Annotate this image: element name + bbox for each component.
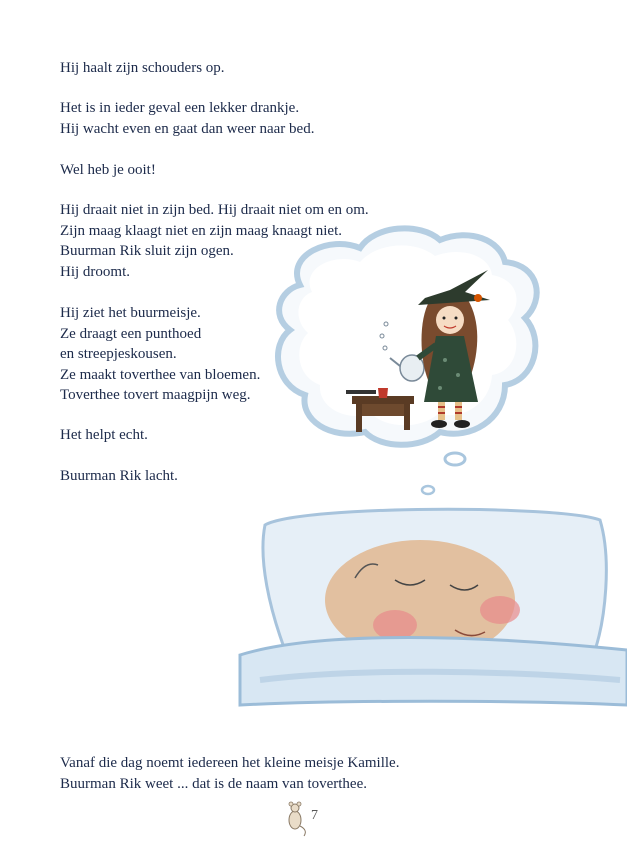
text-line: Wel heb je ooit! <box>60 162 156 178</box>
paragraph-4 <box>60 200 369 282</box>
text-line: Zijn maag klaagt niet en zijn maag knaagt niet. <box>60 222 342 239</box>
text-line: Buurman Rik lacht. <box>60 468 178 484</box>
text-line: Buurman Rik weet ... dat is de naam van toverthee. <box>60 775 367 792</box>
page-number: 7 <box>311 808 318 823</box>
text-line: Hij droomt. <box>60 263 130 280</box>
paragraph-8 <box>60 753 399 794</box>
text-line: Het is in ieder geval een lekker drankje. <box>60 100 300 116</box>
text-line: Vanaf die dag noemt iedereen het kleine meisje Kamille. <box>60 755 400 771</box>
text-line: en streepjeskousen. <box>60 346 177 362</box>
sleeping-man-illustration <box>240 509 627 705</box>
text-line: Hij draait niet in zijn bed. Hij draait niet om en om. <box>60 202 369 218</box>
paragraph-7 <box>60 466 178 487</box>
text-line: Buurman Rik sluit zijn ogen. <box>60 243 234 259</box>
paragraph-1 <box>60 58 225 79</box>
text-line: Toverthee tovert maagpijn weg. <box>60 387 251 403</box>
text-line: Hij haalt zijn schouders op. <box>60 60 225 76</box>
paragraph-5 <box>60 303 260 406</box>
mouse-icon <box>289 802 305 836</box>
text-line: Het helpt echt. <box>60 427 148 443</box>
paragraph-2 <box>60 98 314 139</box>
text-line: Hij wacht even en gaat dan weer naar bed. <box>60 120 315 137</box>
paragraph-3 <box>60 160 156 181</box>
text-line: Ze draagt een punthoed <box>60 325 202 342</box>
text-line: Ze maakt toverthee van bloemen. <box>60 366 261 383</box>
paragraph-6 <box>60 425 148 446</box>
text-line: Hij ziet het buurmeisje. <box>60 305 201 321</box>
